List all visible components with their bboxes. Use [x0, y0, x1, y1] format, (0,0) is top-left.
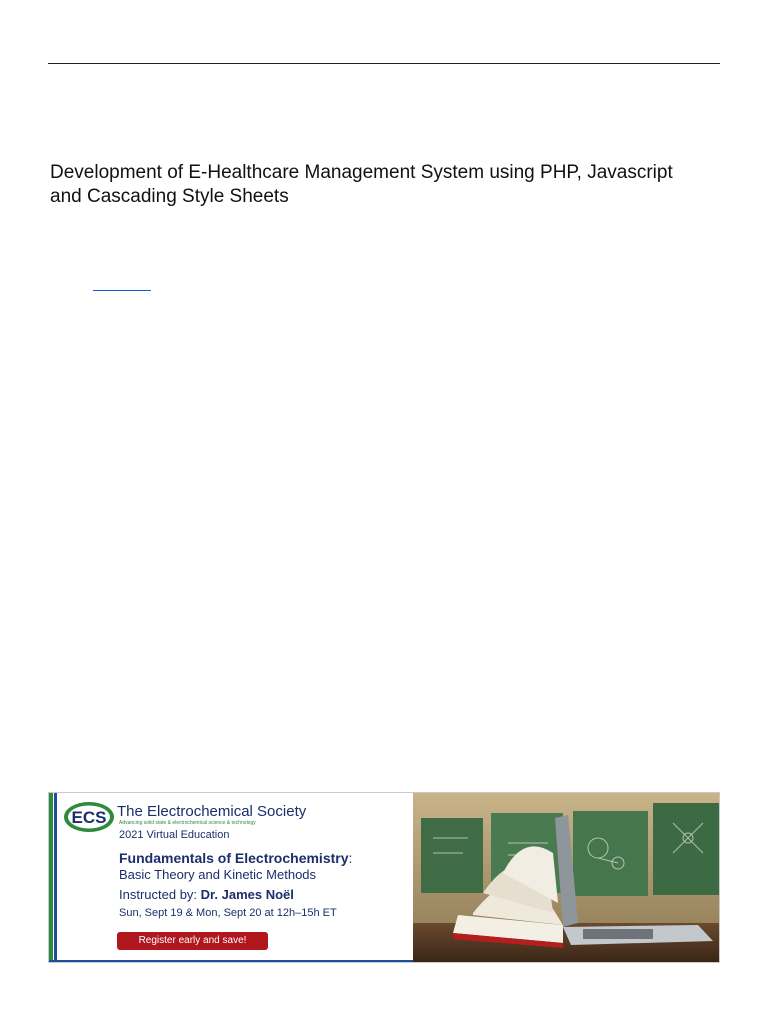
course-title-colon: : [348, 850, 353, 866]
banner-photo [413, 793, 720, 962]
classroom-book-laptop-image [413, 793, 720, 962]
schedule-text: Sun, Sept 19 & Mon, Sept 20 at 12h–15h ET [119, 907, 337, 919]
register-button[interactable]: Register early and save! [117, 932, 268, 950]
course-title [119, 850, 352, 866]
education-label: 2021 Virtual Education [119, 829, 230, 841]
ad-banner[interactable] [48, 792, 720, 963]
ecs-logo [63, 800, 115, 834]
instructor-line [119, 887, 294, 902]
svg-text:ECS: ECS [71, 808, 107, 827]
header-divider [48, 63, 720, 64]
course-title-bold: Fundamentals of Electrochemistry [119, 850, 349, 866]
instructor-prefix: Instructed by: [119, 887, 201, 902]
society-tagline: Advancing solid state & electrochemical science & technology [119, 820, 256, 826]
author-link-underline[interactable] [93, 290, 151, 291]
page-title: Development of E-Healthcare Management System using PHP, Javascript and Cascading Style Sheets [50, 162, 673, 207]
instructor-name: Dr. James Noël [200, 887, 294, 902]
banner-accent-stripe-blue [54, 793, 57, 962]
course-subtitle: Basic Theory and Kinetic Methods [119, 867, 317, 882]
banner-accent-stripe [49, 793, 53, 962]
society-name: The Electrochemical Society [117, 803, 307, 820]
